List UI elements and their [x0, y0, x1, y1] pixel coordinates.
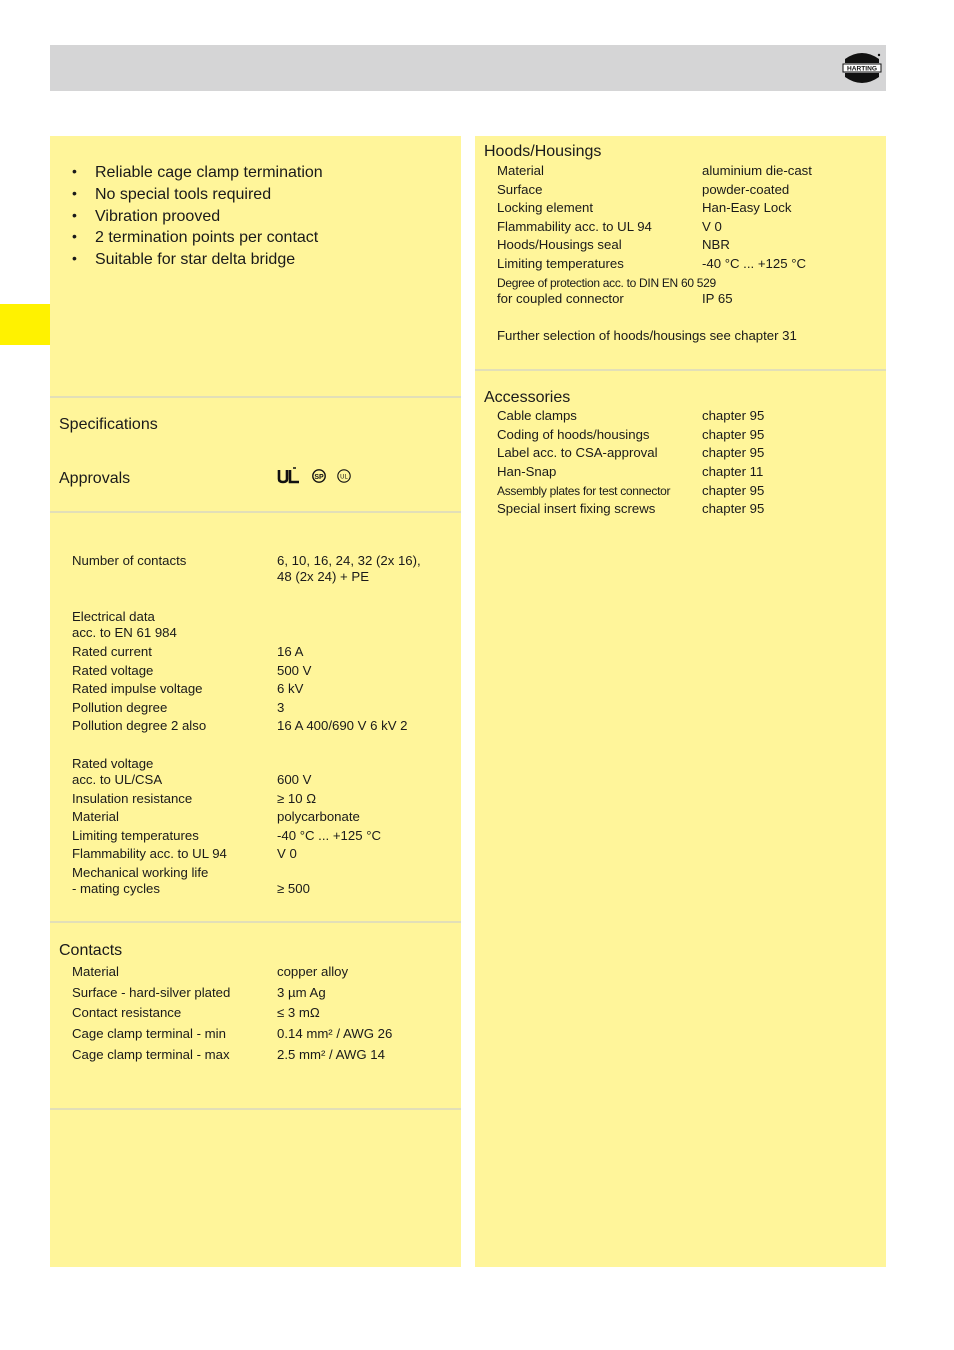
side-tab-marker [0, 304, 50, 345]
spec-label: Rated voltage [72, 756, 154, 771]
spec-value: polycarbonate [277, 809, 360, 824]
svg-text:UL: UL [340, 474, 348, 481]
accessory-label: Han-Snap [497, 464, 557, 479]
hoods-value: aluminium die-cast [702, 163, 812, 178]
spec-label: Electrical data [72, 609, 155, 624]
spec-value: 6 kV [277, 681, 304, 696]
accessory-value: chapter 11 [702, 464, 764, 479]
accessory-value: chapter 95 [702, 483, 765, 498]
spec-label: Limiting temperatures [72, 828, 199, 843]
accessories-title: Accessories [484, 389, 571, 406]
bottom-left-panel [50, 1110, 461, 1267]
ul-recognized-icon [279, 468, 299, 482]
contacts-title: Contacts [59, 942, 123, 959]
feature-item: 2 termination points per contact [95, 229, 319, 246]
svg-text:SP: SP [314, 474, 324, 481]
c-ul-icon [338, 470, 350, 482]
hoods-value: powder-coated [702, 182, 790, 197]
spec-label: Number of contacts [72, 553, 187, 568]
spec-value: 16 A 400/690 V 6 kV 2 [277, 718, 408, 733]
spec-value: 3 [277, 700, 285, 715]
spec-label: Flammability acc. to UL 94 [72, 846, 227, 861]
hoods-value: V 0 [702, 219, 722, 234]
hoods-value: IP 65 [702, 291, 733, 306]
accessory-label: Assembly plates for test connector [497, 484, 671, 498]
spec-label: Rated current [72, 644, 152, 659]
bullet: • [72, 163, 77, 179]
svg-text:HARTING: HARTING [846, 65, 878, 73]
hoods-value: NBR [702, 237, 730, 252]
feature-item: Reliable cage clamp termination [95, 164, 323, 181]
harting-logo [842, 49, 882, 87]
spec-value: 6, 10, 16, 24, 32 (2x 16), [277, 553, 421, 568]
contact-label: Cage clamp terminal - min [72, 1026, 226, 1041]
hoods-note: Further selection of hoods/housings see chapter 31 [497, 328, 797, 343]
csa-icon [313, 470, 325, 482]
spec-label: acc. to UL/CSA [72, 772, 163, 787]
accessory-label: Label acc. to CSA-approval [497, 445, 658, 460]
spec-value: -40 °C ... +125 °C [277, 828, 382, 843]
spec-value: 500 V [277, 663, 312, 678]
contact-value: 3 µm Ag [277, 985, 326, 1000]
feature-item: No special tools required [95, 186, 272, 203]
bullet: • [72, 185, 77, 201]
hoods-label: Flammability acc. to UL 94 [497, 219, 652, 234]
bullet: • [72, 250, 77, 266]
bullet: • [72, 228, 77, 244]
hoods-label: Limiting temperatures [497, 256, 624, 271]
contact-value: ≤ 3 mΩ [277, 1005, 320, 1020]
accessory-value: chapter 95 [702, 427, 765, 442]
hoods-label: Material [497, 163, 544, 178]
spec-label: Insulation resistance [72, 791, 193, 806]
hoods-label: Surface [497, 182, 543, 197]
hoods-label: Locking element [497, 200, 594, 215]
spec-value: 600 V [277, 772, 312, 787]
spec-label: Pollution degree [72, 700, 168, 715]
approvals-label: Approvals [59, 470, 131, 487]
spec-value: V 0 [277, 846, 297, 861]
header-bar [50, 45, 886, 91]
accessory-value: chapter 95 [702, 501, 765, 516]
spec-value: 48 (2x 24) + PE [277, 569, 369, 584]
spec-label: acc. to EN 61 984 [72, 625, 177, 640]
hoods-label: Hoods/Housings seal [497, 237, 622, 252]
spec-label: - mating cycles [72, 881, 160, 896]
contact-label: Contact resistance [72, 1005, 182, 1020]
contact-label: Surface - hard-silver plated [72, 985, 231, 1000]
spec-label: Pollution degree 2 also [72, 718, 207, 733]
hoods-label: for coupled connector [497, 291, 624, 306]
specifications-title: Specifications [59, 416, 158, 433]
feature-item: Suitable for star delta bridge [95, 251, 296, 268]
spec-label: Rated voltage [72, 663, 154, 678]
feature-item: Vibration prooved [95, 208, 221, 225]
contact-label: Cage clamp terminal - max [72, 1047, 230, 1062]
contact-value: copper alloy [277, 964, 349, 979]
spec-value: ≥ 500 [277, 881, 310, 896]
spec-label: Material [72, 809, 119, 824]
spec-label: Rated impulse voltage [72, 681, 203, 696]
accessory-label: Coding of hoods/housings [497, 427, 650, 442]
hoods-value: Han-Easy Lock [702, 200, 792, 215]
contact-value: 2.5 mm² / AWG 14 [277, 1047, 385, 1062]
accessory-value: chapter 95 [702, 445, 765, 460]
accessory-label: Cable clamps [497, 408, 577, 423]
spec-value: ≥ 10 Ω [277, 791, 317, 806]
approval-marks [277, 467, 357, 487]
contact-value: 0.14 mm² / AWG 26 [277, 1026, 393, 1041]
hoods-title: Hoods/Housings [484, 143, 602, 160]
contact-label: Material [72, 964, 119, 979]
hoods-value: -40 °C ... +125 °C [702, 256, 807, 271]
spec-value: 16 A [277, 644, 304, 659]
accessory-value: chapter 95 [702, 408, 765, 423]
accessory-label: Special insert fixing screws [497, 501, 656, 516]
spec-label: Mechanical working life [72, 865, 209, 880]
bullet: • [72, 207, 77, 223]
hoods-label: Degree of protection acc. to DIN EN 60 529 [497, 276, 716, 290]
